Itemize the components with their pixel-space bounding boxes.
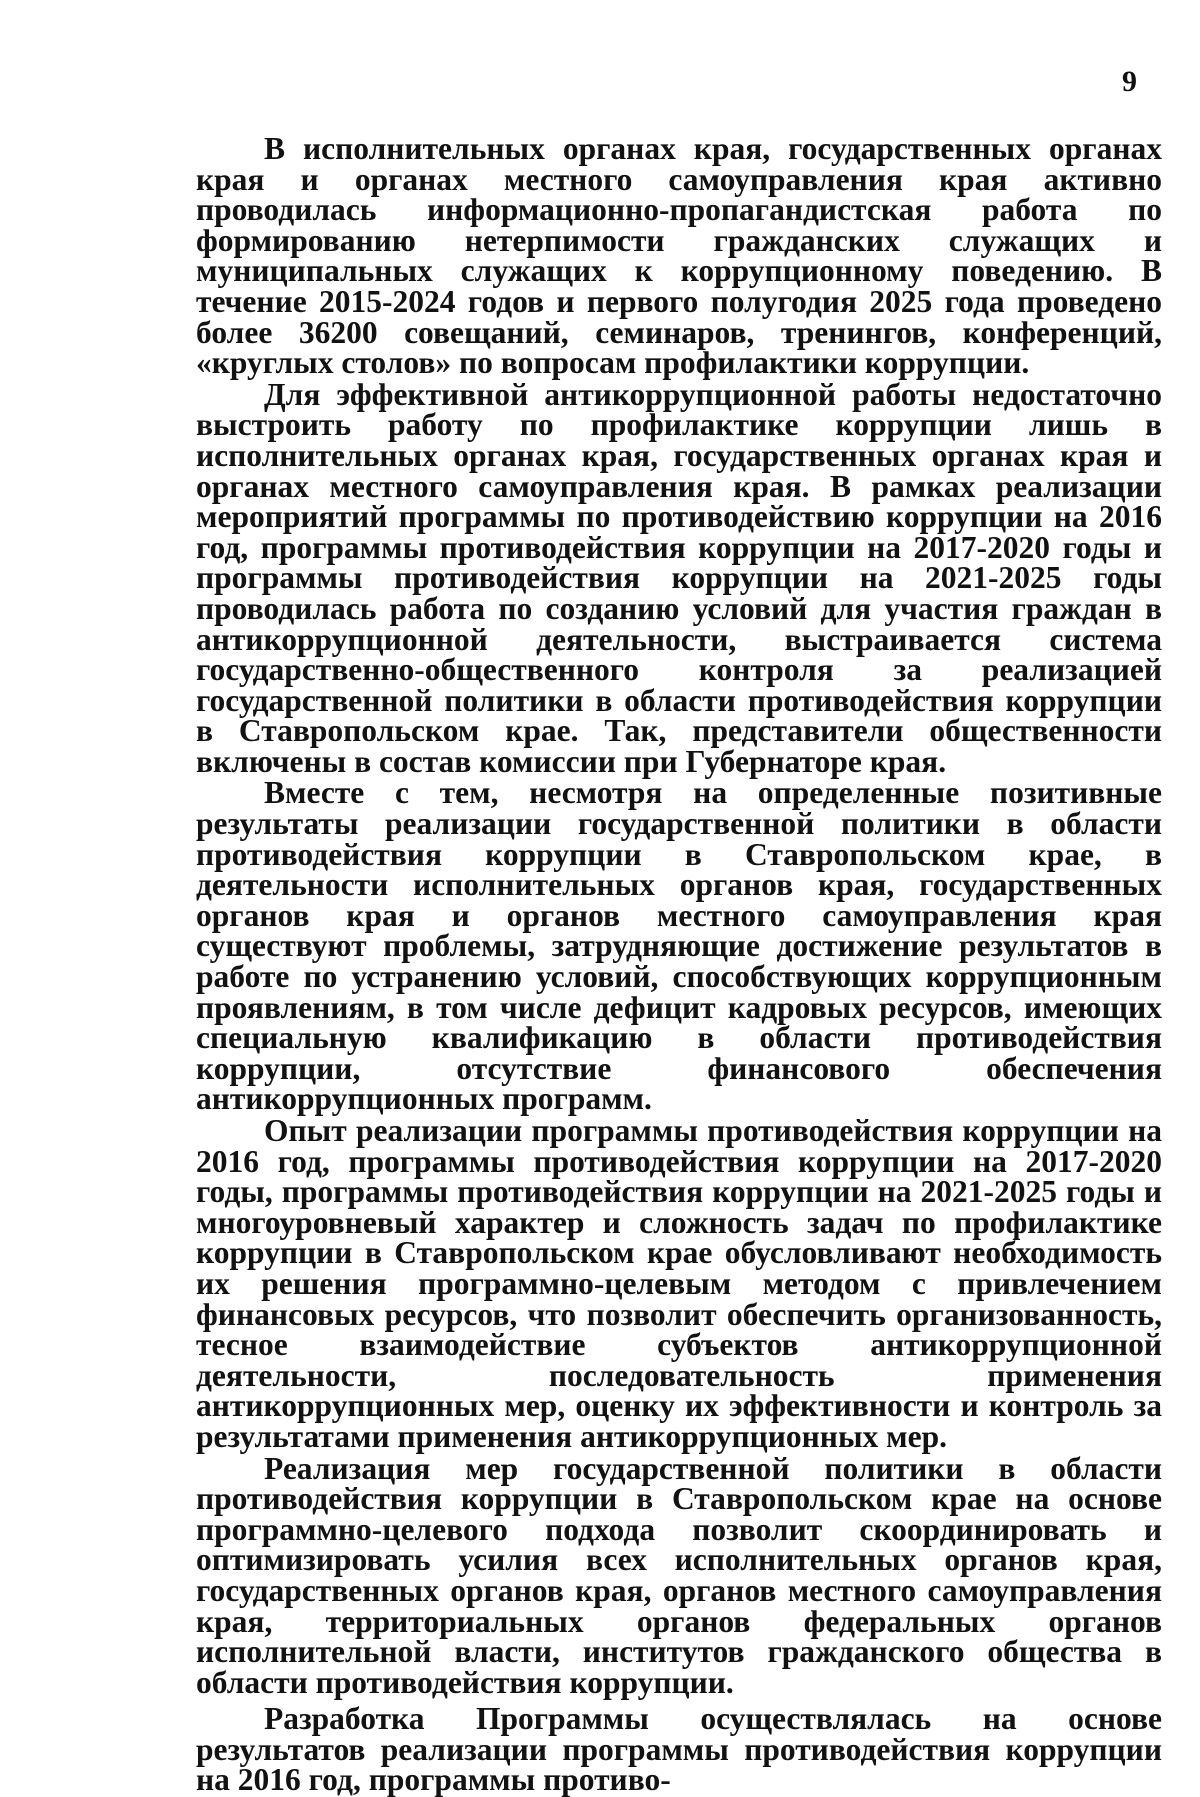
paragraph-program-experience: Опыт реализации программы противодействия коррупции на 2016 год, программы противодействия коррупции на 2017-2020 годы, программы противодействия коррупции на 2021-2025 годы и многоуровневый характер и сложность задач по профилактике коррупции в Ставропольском крае обусловливают необходимость их решения программно-целевым методом с привлечением финансовых ресурсов, что позволит обеспечить организованность, тесное взаимодействие субъектов антикоррупционной деятельности, последовательность применения антикоррупционных мер, оценку их эффективности и контроль за результатами применения антикоррупционных мер. bbox=[196, 1113, 1162, 1454]
page-number: 9 bbox=[1122, 65, 1137, 98]
paragraph-information-work: В исполнительных органах края, государственных органах края и органах местного самоуправления края активно проводилась информационно-пропагандистская работа по формированию нетерпимости гражданских служащих и муниципальных служащих к коррупционному поведению. В течение 2015-2024 годов и первого полугодия 2025 года проведено более 36200 совещаний, семинаров, тренингов, конференций, «круглых столов» по вопросам профилактики коррупции. bbox=[196, 131, 1162, 381]
paragraph-program-development: Разработка Программы осуществлялась на основе результатов реализации программы противодействия коррупции на 2016 год, программы противо- bbox=[196, 1701, 1162, 1797]
paragraph-policy-implementation: Реализация мер государственной политики в области противодействия коррупции в Ставропольском крае на основе программно-целевого подхода позволит скоординировать и оптимизировать усилия всех исполнительных органов края, государственных органов края, органов местного самоуправления края, территориальных органов федеральных органов исполнительной власти, институтов гражданского общества в области противодействия коррупции. bbox=[196, 1450, 1162, 1700]
paragraph-effective-anticorruption-work: Для эффективной антикоррупционной работы недостаточно выстроить работу по профилактике коррупции лишь в исполнительных органах края, государственных органах края и органах местного самоуправления края. В рамках реализации мероприятий программы по противодействию коррупции на 2016 год, программы противодействия коррупции на 2017-2020 годы и программы противодействия коррупции на 2021-2025 годы проводилась работа по созданию условий для участия граждан в антикоррупционной деятельности, выстраивается система государственно-общественного контроля за реализацией государственной политики в области противодействия коррупции в Ставропольском крае. Так, представители общественности включены в состав комиссии при Губернаторе края. bbox=[196, 376, 1162, 779]
paragraph-existing-problems: Вместе с тем, несмотря на определенные позитивные результаты реализации государственной политики в области противодействия коррупции в Ставропольском крае, в деятельности исполнительных органов края, государственных органов края и органов местного самоуправления края существуют проблемы, затрудняющие достижение результатов в работе по устранению условий, способствующих коррупционным проявлениям, в том числе дефицит кадровых ресурсов, имеющих специальную квалификацию в области противодействия коррупции, отсутствие финансового обеспечения антикоррупционных программ. bbox=[196, 775, 1162, 1117]
body-text bbox=[196, 131, 1162, 1797]
